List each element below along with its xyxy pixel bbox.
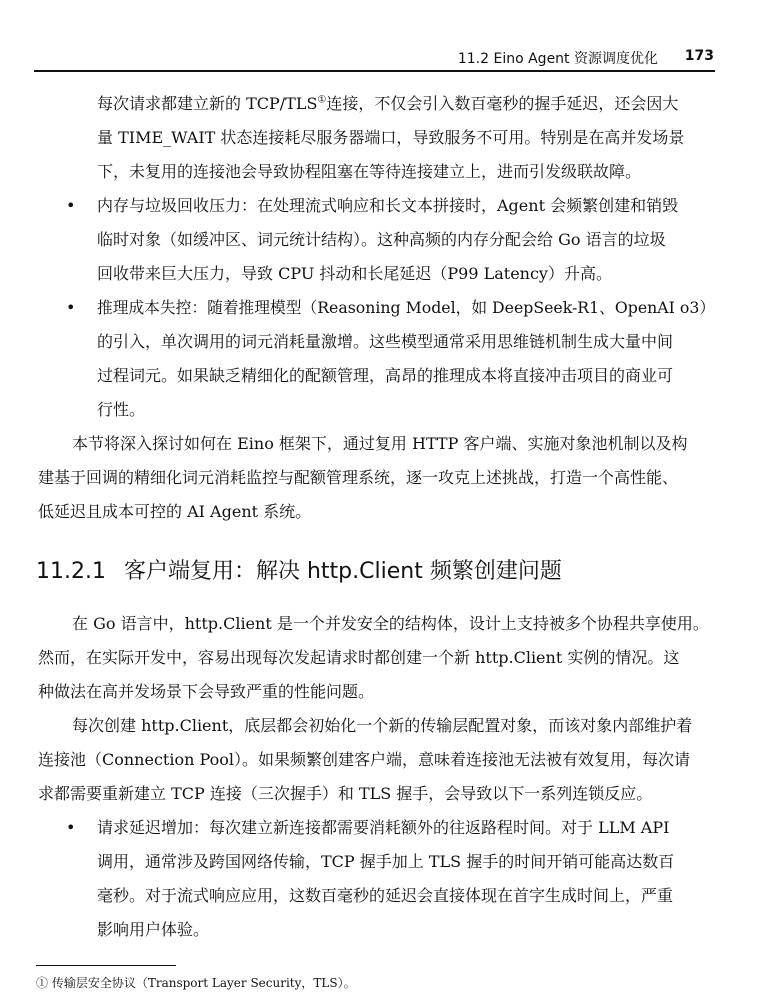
section-number: 11.2.1: [36, 559, 106, 584]
bullet-line: 行性。: [97, 400, 146, 419]
paragraph-line: 然而，在实际开发中，容易出现每次发起请求时都创建一个新 http.Client 实例的情况。这: [38, 648, 680, 667]
header-rule: [34, 70, 715, 72]
section-title: 客户端复用：解决 http.Client 频繁创建问题: [123, 559, 562, 584]
paragraph-line: 在 Go 语言中，http.Client 是一个并发安全的结构体，设计上支持被多个协程共享使用。: [72, 614, 709, 633]
bullet-line: 请求延迟增加：每次建立新连接都需要消耗额外的往返路程时间。对于 LLM API: [97, 818, 670, 837]
footnote-rule: [36, 965, 176, 966]
bullet-marker: •: [66, 298, 76, 317]
paragraph-line: 低延迟且成本可控的 AI Agent 系统。: [38, 502, 312, 521]
paragraph-line: 下，未复用的连接池会导致协程阻塞在等待连接建立上，进而引发级联故障。: [97, 162, 642, 181]
bullet-line: 影响用户体验。: [97, 920, 210, 939]
bullet-marker: •: [66, 818, 76, 837]
footnote: [36, 975, 356, 991]
footnote-reference[interactable]: ①: [317, 94, 327, 106]
footnote-text: 传输层安全协议（Transport Layer Security，TLS）。: [51, 976, 356, 990]
paragraph-line: 求都需要重新建立 TCP 连接（三次握手）和 TLS 握手，会导致以下一系列连锁反应。: [38, 784, 653, 803]
paragraph-line: 本节将深入探讨如何在 Eino 框架下，通过复用 HTTP 客户端、实施对象池机制以及构: [72, 434, 688, 453]
footnote-mark: ①: [36, 976, 49, 990]
bullet-line: 毫秒。对于流式响应应用，这数百毫秒的延迟会直接体现在首字生成时间上，严重: [97, 886, 674, 905]
bullet-line: 回收带来巨大压力，导致 CPU 抖动和长尾延迟（P99 Latency）升高。: [97, 264, 612, 283]
paragraph-line: 连接池（Connection Pool）。如果频繁创建客户端，意味着连接池无法被有效复用，每次请: [38, 750, 690, 769]
paragraph-line: 每次请求都建立新的 TCP/TLS①连接，不仅会引入数百毫秒的握手延迟，还会因大: [97, 94, 679, 113]
page-number: 173: [684, 48, 714, 64]
bullet-line: 推理成本失控：随着推理模型（Reasoning Model，如 DeepSeek-R1、OpenAI o3）: [97, 298, 716, 317]
bullet-line: 调用，通常涉及跨国网络传输，TCP 握手加上 TLS 握手的时间开销可能高达数百: [97, 852, 675, 871]
header-section-title: 11.2 Eino Agent 资源调度优化: [457, 51, 658, 67]
paragraph-line: 每次创建 http.Client，底层都会初始化一个新的传输层配置对象，而该对象内部维护着: [72, 716, 693, 735]
bullet-line: 过程词元。如果缺乏精细化的配额管理，高昂的推理成本将直接冲击项目的商业可: [97, 366, 674, 385]
paragraph-line: 量 TIME_WAIT 状态连接耗尽服务器端口，导致服务不可用。特别是在高并发场景: [97, 128, 685, 147]
bullet-line: 的引入，单次调用的词元消耗量激增。这些模型通常采用思维链机制生成大量中间: [97, 332, 674, 351]
section-heading: [36, 558, 562, 586]
bullet-line: 内存与垃圾回收压力：在处理流式响应和长文本拼接时，Agent 会频繁创建和销毁: [97, 196, 679, 215]
bullet-marker: •: [66, 196, 76, 215]
paragraph-line: 建基于回调的精细化词元消耗监控与配额管理系统，逐一攻克上述挑战，打造一个高性能、: [38, 468, 679, 487]
running-header: [34, 48, 714, 68]
paragraph-line: 种做法在高并发场景下会导致严重的性能问题。: [38, 682, 375, 701]
bullet-line: 临时对象（如缓冲区、词元统计结构）。这种高频的内存分配会给 Go 语言的垃圾: [97, 230, 666, 249]
